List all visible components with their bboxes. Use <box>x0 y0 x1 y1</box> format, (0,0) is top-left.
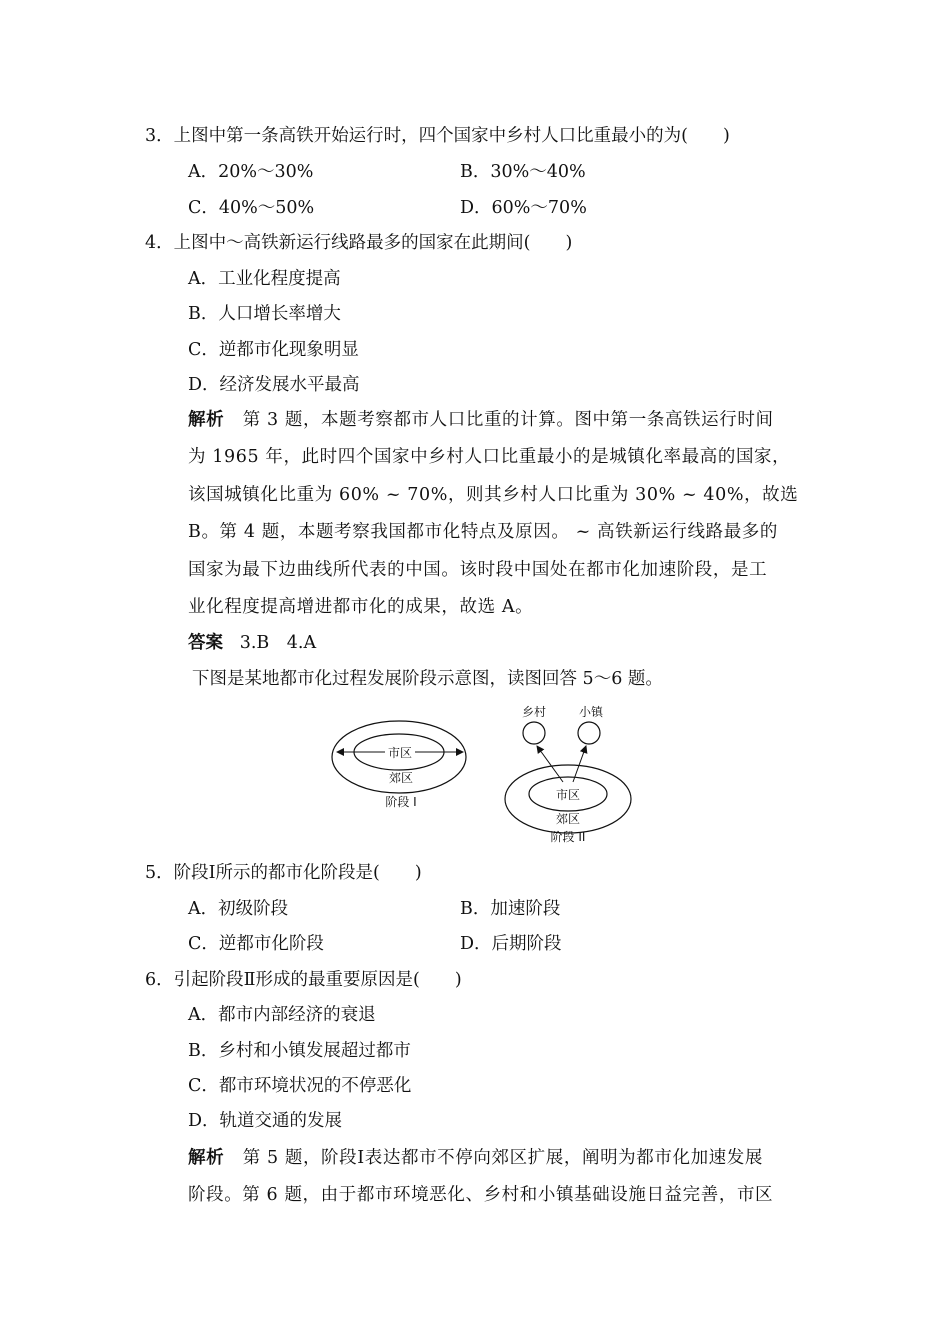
stage-2-town-circle <box>578 722 600 744</box>
q3-option-d: D．60%～70% <box>460 198 587 218</box>
analysis-1-line-2: 为 1965 年，此时四个国家中乡村人口比重最小的是城镇化率最高的国家， <box>188 447 791 467</box>
stage-2-diagram <box>505 704 631 844</box>
question-5-stem: 5．阶段Ⅰ所示的都市化阶段是( ) <box>145 863 422 883</box>
stage-2-caption: 阶段 II <box>550 830 586 844</box>
q3-option-a: A．20%～30% <box>188 162 314 182</box>
analysis-2-text-1: 第 5 题，阶段Ⅰ表达都市不停向郊区扩展，阐明为都市化加速发展 <box>242 1148 763 1168</box>
analysis-2-line-2: 阶段。第 6 题，由于都市环境恶化、乡村和小镇基础设施日益完善，市区 <box>188 1185 774 1205</box>
stage-2-city-label: 市区 <box>555 788 581 802</box>
stage-2-village-label: 乡村 <box>521 705 547 719</box>
analysis-1-line-3: 该国城镇化比重为 60% ~ 70%，则其乡村人口比重为 30% ~ 40%，故选 <box>188 485 799 505</box>
answer-1-label: 答案 <box>188 633 223 653</box>
analysis-1-line-6: 业化程度提高增进都市化的成果，故选 A。 <box>188 597 534 617</box>
q3-option-b: B．30%～40% <box>460 162 586 182</box>
question-4-stem: 4．上图中～高铁新运行线路最多的国家在此期间( ) <box>145 233 573 253</box>
analysis-2-line-1 <box>188 1146 763 1170</box>
q6-option-c: C．都市环境状况的不停恶化 <box>188 1076 412 1096</box>
stage-1-caption: 阶段 I <box>385 795 417 809</box>
q5-option-d: D．后期阶段 <box>460 934 562 954</box>
stage-2-village-circle <box>523 722 545 744</box>
stage-2-town-label: 小镇 <box>578 705 604 719</box>
answer-1-text: 3.B 4.A <box>239 633 317 653</box>
analysis-2-label: 解析 <box>188 1148 225 1168</box>
urbanization-stage-diagram <box>325 702 635 850</box>
analysis-1-line-1 <box>188 408 774 432</box>
q4-option-c: C．逆都市化现象明显 <box>188 340 359 360</box>
stage-1-diagram <box>332 721 466 809</box>
analysis-1-line-4: B。第 4 题，本题考察我国都市化特点及原因。 ~ 高铁新运行线路最多的 <box>188 522 779 542</box>
q5-option-c: C．逆都市化阶段 <box>188 934 324 954</box>
q3-option-c: C．40%～50% <box>188 198 315 218</box>
q4-option-b: B．人口增长率增大 <box>188 304 341 324</box>
stage-1-suburb-label: 郊区 <box>388 771 414 785</box>
diagram-intro: 下图是某地都市化过程发展阶段示意图，读图回答 5～6 题。 <box>192 669 663 689</box>
q5-option-a: A．初级阶段 <box>188 899 289 919</box>
q4-option-d: D．经济发展水平最高 <box>188 375 360 395</box>
q6-option-b: B．乡村和小镇发展超过都市 <box>188 1041 411 1061</box>
q4-option-a: A．工业化程度提高 <box>188 269 341 289</box>
question-3-stem: 3．上图中第一条高铁开始运行时，四个国家中乡村人口比重最小的为( ) <box>145 126 730 146</box>
analysis-1-label: 解析 <box>188 410 225 430</box>
stage-2-arrow-to-village <box>537 746 563 782</box>
stage-2-suburb-label: 郊区 <box>555 812 581 826</box>
question-6-stem: 6．引起阶段Ⅱ形成的最重要原因是( ) <box>145 970 462 990</box>
analysis-1-line-5: 国家为最下边曲线所代表的中国。该时段中国处在都市化加速阶段，是工 <box>188 560 768 580</box>
q5-option-b: B．加速阶段 <box>460 899 561 919</box>
stage-1-city-label: 市区 <box>387 746 413 760</box>
q6-option-d: D．轨道交通的发展 <box>188 1111 343 1131</box>
q6-option-a: A．都市内部经济的衰退 <box>188 1005 376 1025</box>
stage-2-arrow-to-town <box>573 746 586 782</box>
analysis-1-text-1: 第 3 题，本题考察都市人口比重的计算。图中第一条高铁运行时间 <box>242 410 774 430</box>
answer-1 <box>188 631 316 655</box>
